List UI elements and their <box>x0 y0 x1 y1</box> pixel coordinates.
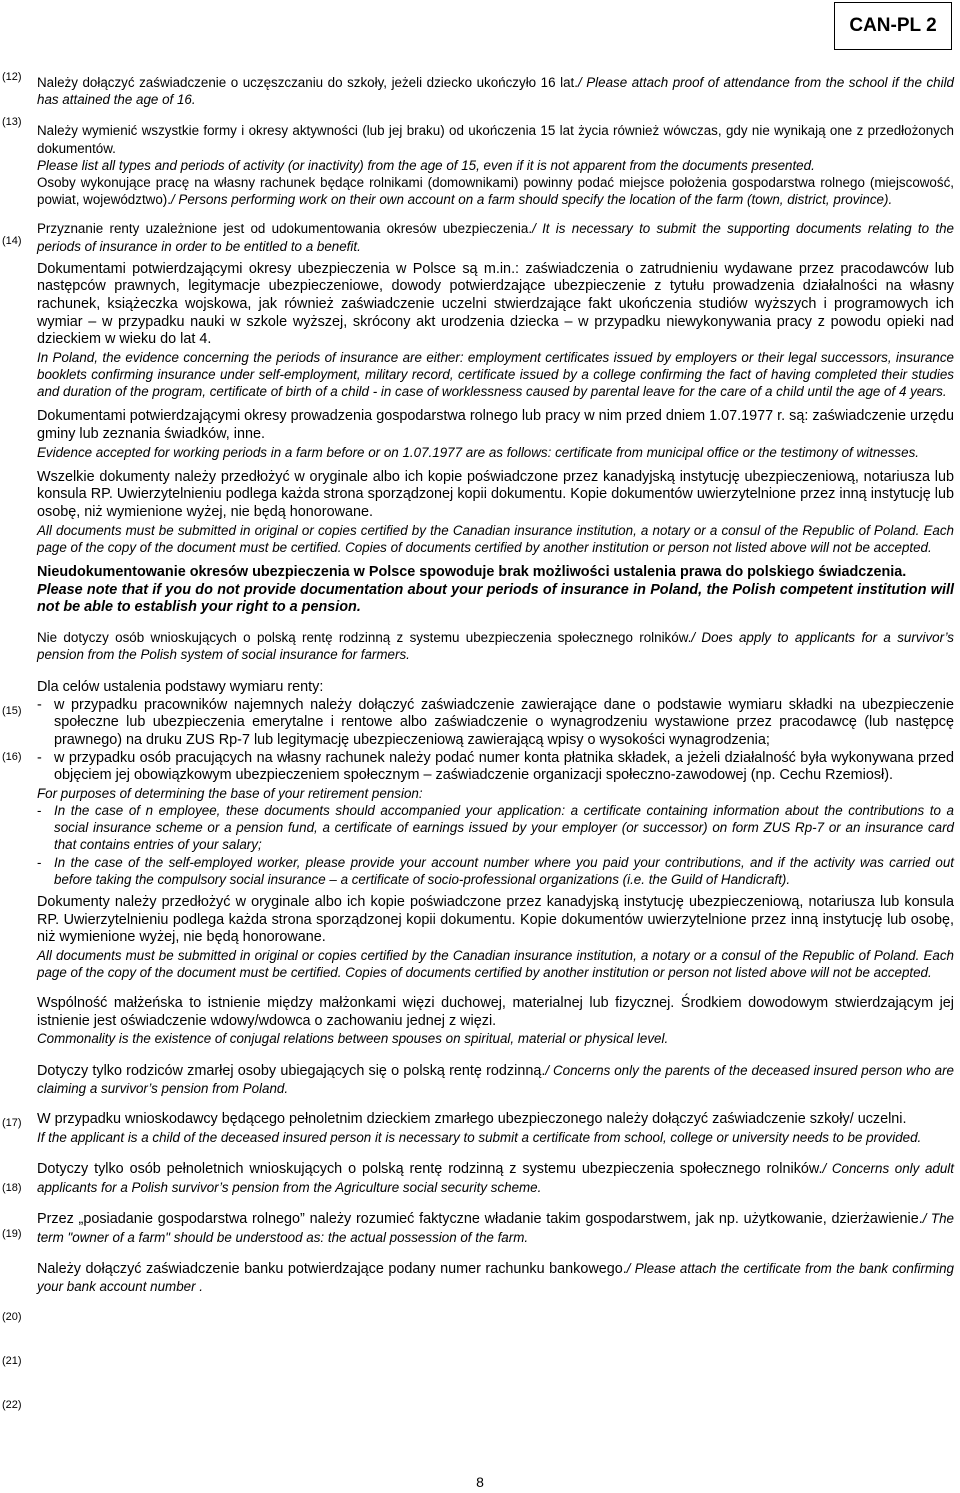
note-21-en: / The term "owner of a farm" should be understood as: the actual possession of the farm. <box>37 1210 955 1245</box>
note-number-13: (13) <box>2 116 22 128</box>
note-16-bullet-2-pl-text: w przypadku osób pracujących na własny rachunek należy podać numer konta płatnika składek, a jeżeli działalność była wykonywana przed objęciem jej obowiązkowym ubezpieczeniem społecznym – zaświadczenie organizacji społeczno-zawodowej (np. Cechu Rzemiosł). <box>54 749 954 784</box>
note-number-15: (15) <box>2 705 22 717</box>
note-16-intro-pl: Dla celów ustalenia podstawy wymiaru renty: <box>37 679 324 696</box>
note-13-farm-en: / Persons performing work on their own account on a farm should specify the location of the farm (town, district, province). <box>170 192 893 208</box>
dash-marker: - <box>37 802 42 818</box>
note-14-pl: Przyznanie renty uzależnione jest od udokumentowania okresów ubezpieczenia. <box>37 221 533 237</box>
note-12-pl: Należy dołączyć zaświadczenie o uczęszczaniu do szkoły, jeżeli dziecko ukończyło 16 lat. <box>37 75 578 90</box>
note-number-22: (22) <box>2 1399 22 1411</box>
note-14-warning-en <box>37 582 954 617</box>
note-16-orig-en <box>37 947 954 981</box>
note-20 <box>37 1160 954 1196</box>
note-13-en <box>37 157 954 174</box>
note-12 <box>37 74 954 108</box>
note-12-en: / Please attach proof of attendance from the school if the child has attained the age of 16. <box>37 75 954 108</box>
note-18-pl: Dotyczy tylko rodziców zmarłej osoby ubiegających się o polską rentę rodzinną. <box>37 1062 546 1079</box>
note-13-farm <box>37 174 954 208</box>
note-22-en: / Please attach the certificate from the bank confirming your bank account number . <box>37 1260 954 1295</box>
note-13-en-text: Please list all types and periods of activity (or inactivity) from the age of 15, even if it is not apparent from the documents presented. <box>37 157 815 173</box>
note-16-bullet-1-en <box>37 802 954 854</box>
note-number-14: (14) <box>2 235 22 247</box>
form-code-badge: CAN-PL 2 <box>834 2 952 50</box>
note-19-en <box>37 1129 954 1146</box>
note-16-intro-en <box>37 785 954 802</box>
note-14-warning-en-text: Please note that if you do not provide documentation about your periods of insurance in Poland, the Polish competent institution will not be able to establish your right to a pension. <box>37 581 954 616</box>
note-16-orig-en-text: All documents must be submitted in original or copies certified by the Canadian insurance institution, a notary or a consul of the Republic of Poland. Each page of the copy of the document must be certified. Copies of documents certified by another institution or person not listed above will not be accepted. <box>37 947 954 980</box>
note-15 <box>37 629 954 663</box>
note-16-bullet-2-en-text: In the case of the self-employed worker, please provide your account number where you paid your contributions, and if the activity was carried out before taking the compulsory social insurance – a certificate of socio-professional organizations (i.e. the Guild of Handicraft). <box>54 854 954 887</box>
note-16-bullet-2-pl <box>37 750 954 785</box>
note-number-20: (20) <box>2 1311 22 1323</box>
note-17-en-text: Commonality is the existence of conjugal relations between spouses on spiritual, material or physical level. <box>37 1031 669 1047</box>
note-22 <box>37 1260 954 1296</box>
note-18-en: / Concerns only the parents of the deceased insured person who are claiming a survivor’s pension from Poland. <box>37 1062 955 1097</box>
note-14 <box>37 220 954 254</box>
note-14-warning-pl-text: Nieudokumentowanie okresów ubezpieczenia w Polsce spowoduje brak możliwości ustalenia prawa do polskiego świadczenia. <box>37 563 907 580</box>
note-16-bullet-2-en <box>37 854 954 888</box>
note-15-pl: Nie dotyczy osób wnioskujących o polską rentę rodzinną z systemu ubezpieczenia społecznego rolników. <box>37 629 692 645</box>
note-20-pl: Dotyczy tylko osób pełnoletnich wnioskujących o polską rentę rodzinną z systemu ubezpieczenia społecznego rolników. <box>37 1161 823 1178</box>
note-18 <box>37 1062 954 1098</box>
dash-marker: - <box>37 854 42 870</box>
note-13-pl: Należy wymienić wszystkie formy i okresy aktywności (lub jej braku) od ukończenia 15 lat życia również wówczas, gdy nie wynikają one z przedłożonych dokumentów. <box>37 123 954 156</box>
note-14-orig-pl: Wszelkie dokumenty należy przedłożyć w oryginale albo ich kopie poświadczone przez kanadyjską instytucję ubezpieczeniową, notariusza lub konsula RP. Uwierzytelnieniu podlega każda strona sporządzonej kopii dokumentu. Kopie dokumentów uwierzytelnione przez inną instytucję lub osobę, niż wymienione wyżej, nie będą honorowane. <box>37 468 954 520</box>
note-number-12: (12) <box>2 71 22 83</box>
note-14-orig-en <box>37 522 954 556</box>
note-14-docs-en <box>37 349 954 401</box>
note-number-18: (18) <box>2 1182 22 1194</box>
note-14-docs-pl: Dokumentami potwierdzającymi okresy ubezpieczenia w Polsce są m.in.: zaświadczenia o zatrudnieniu wydawane przez pracodawców lub następców prawnych, legitymacje ubezpieczeniowe, dowody potwierdzające ubezpieczenie z tytułu prowadzenia działalności na własny rachunek, książeczka wojskowa, jak również zaświadczenie uczelni stwierdzające fakt ukończenia studiów wyższych i programowych ich wymiar – w przypadku nauki w szkole wyższej, skrócony akt urodzenia dziecka – w przypadku niewykonywania pracy z powodu opieki nad dzieckiem w wieku do lat 4. <box>37 260 954 348</box>
note-19-pl: W przypadku wnioskodawcy będącego pełnoletnim dzieckiem zmarłego ubezpieczonego należy dołączyć zaświadczenie szkoły/ uczelni. <box>37 1111 907 1128</box>
note-17-pl: Wspólność małżeńska to istnienie między małżonkami więzi duchowej, materialnej lub fizycznej. Środkiem dowodowym stwierdzającym jej istnienie jest oświadczenie wdowy/wdowca o zachowaniu jednej z więzi. <box>37 995 954 1029</box>
note-16-bullet-1-pl <box>37 697 954 750</box>
note-14-en: / It is necessary to submit the supporting documents relating to the periods of insurance in order to be entitled to a benefit. <box>37 221 954 254</box>
note-number-21: (21) <box>2 1355 22 1367</box>
note-15-en: / Does apply to applicants for a survivor’s pension from the Polish system of social insurance for farmers. <box>37 629 954 662</box>
note-14-farm-pl: Dokumentami potwierdzającymi okresy prowadzenia gospodarstwa rolnego lub pracy w nim przed dniem 1.07.1977 r. są: zaświadczenie urzędu gminy lub zeznania świadków, inne. <box>37 408 954 442</box>
dash-marker: - <box>37 749 42 766</box>
note-21-pl: Przez „posiadanie gospodarstwa rolnego” należy rozumieć faktyczne władanie takim gospodarstwem, jak np. użytkowanie, dzierżawienie. <box>37 1210 923 1227</box>
note-16-bullet-1-en-text: In the case of n employee, these documents should accompanied your application: a certificate containing information about the contributions to a social insurance scheme or a pension fund, a certificate of earnings issued by your employer (or successor) on form ZUS Rp-7 or an insurance card that contains entries of your salary; <box>54 802 954 853</box>
dash-marker: - <box>37 696 42 713</box>
note-13-farm-pl: Osoby wykonujące pracę na własny rachunek będące rolnikami (domownikami) powinny podać miejsce położenia gospodarstwa rolnego (miejscowość, powiat, województwo). <box>37 175 954 208</box>
note-17-en <box>37 1030 954 1047</box>
note-14-farm-en <box>37 444 954 461</box>
note-number-19: (19) <box>2 1228 22 1240</box>
note-19-en-text: If the applicant is a child of the deceased insured person it is necessary to submit a certificate from school, college or university needs to be provided. <box>37 1129 922 1145</box>
note-14-orig-en-text: All documents must be submitted in original or copies certified by the Canadian insurance institution, a notary or a consul of the Republic of Poland. Each page of the copy of the document must be certified. Copies of documents certified by another institution or person not listed above will not be accepted. <box>37 522 954 555</box>
note-14-farm-en-text: Evidence accepted for working periods in a farm before or on 1.07.1977 are as follows: certificate from municipal office or the testimony of witnesses. <box>37 444 919 460</box>
note-20-en: / Concerns only adult applicants for a Polish survivor’s pension from the Agriculture social security scheme. <box>37 1161 954 1195</box>
note-number-17: (17) <box>2 1117 22 1129</box>
note-16-intro-en-text: For purposes of determining the base of your retirement pension: <box>37 785 423 801</box>
footnotes-body <box>37 74 954 1296</box>
note-14-docs-en-text: In Poland, the evidence concerning the periods of insurance are either: employment certificates issued by employers or their legal successors, insurance booklets confirming insurance under self-employment, military record, certificate issued by a college confirming the fact of having completed their studies and duration of the program, certificate of birth of a child - in case of worklessness caused by parental leave for the care of a child until the age of 4 years. <box>37 349 954 400</box>
page-number: 8 <box>476 1474 484 1490</box>
note-14-warning-pl <box>37 564 954 582</box>
note-16-orig-pl: Dokumenty należy przedłożyć w oryginale albo ich kopie poświadczone przez kanadyjską instytucję ubezpieczeniową, notariusza lub konsula RP. Uwierzytelnieniu podlega każda strona sporządzonej kopii dokumentu. Kopie dokumentów uwierzytelnione przez inną instytucję lub osobę, niż wymienione wyżej, nie będą honorowane. <box>37 893 954 946</box>
note-number-16: (16) <box>2 751 22 763</box>
note-21 <box>37 1210 954 1246</box>
note-16-bullet-1-pl-text: w przypadku pracowników najemnych należy dołączyć zaświadczenie zawierające dane o podstawie wymiaru składki na ubezpieczenie społeczne lub ubezpieczenia emerytalne i rentowe albo zaświadczenie o wynagrodzeniu wystawione przez pracodawcę (lub następcę prawnego) na druku ZUS Rp-7 lub legitymację ubezpieczeniową zawierającą wpisy o wysokości wynagrodzenia; <box>54 696 954 748</box>
note-22-pl: Należy dołączyć zaświadczenie banku potwierdzające podany numer rachunku bankowego. <box>37 1260 627 1277</box>
